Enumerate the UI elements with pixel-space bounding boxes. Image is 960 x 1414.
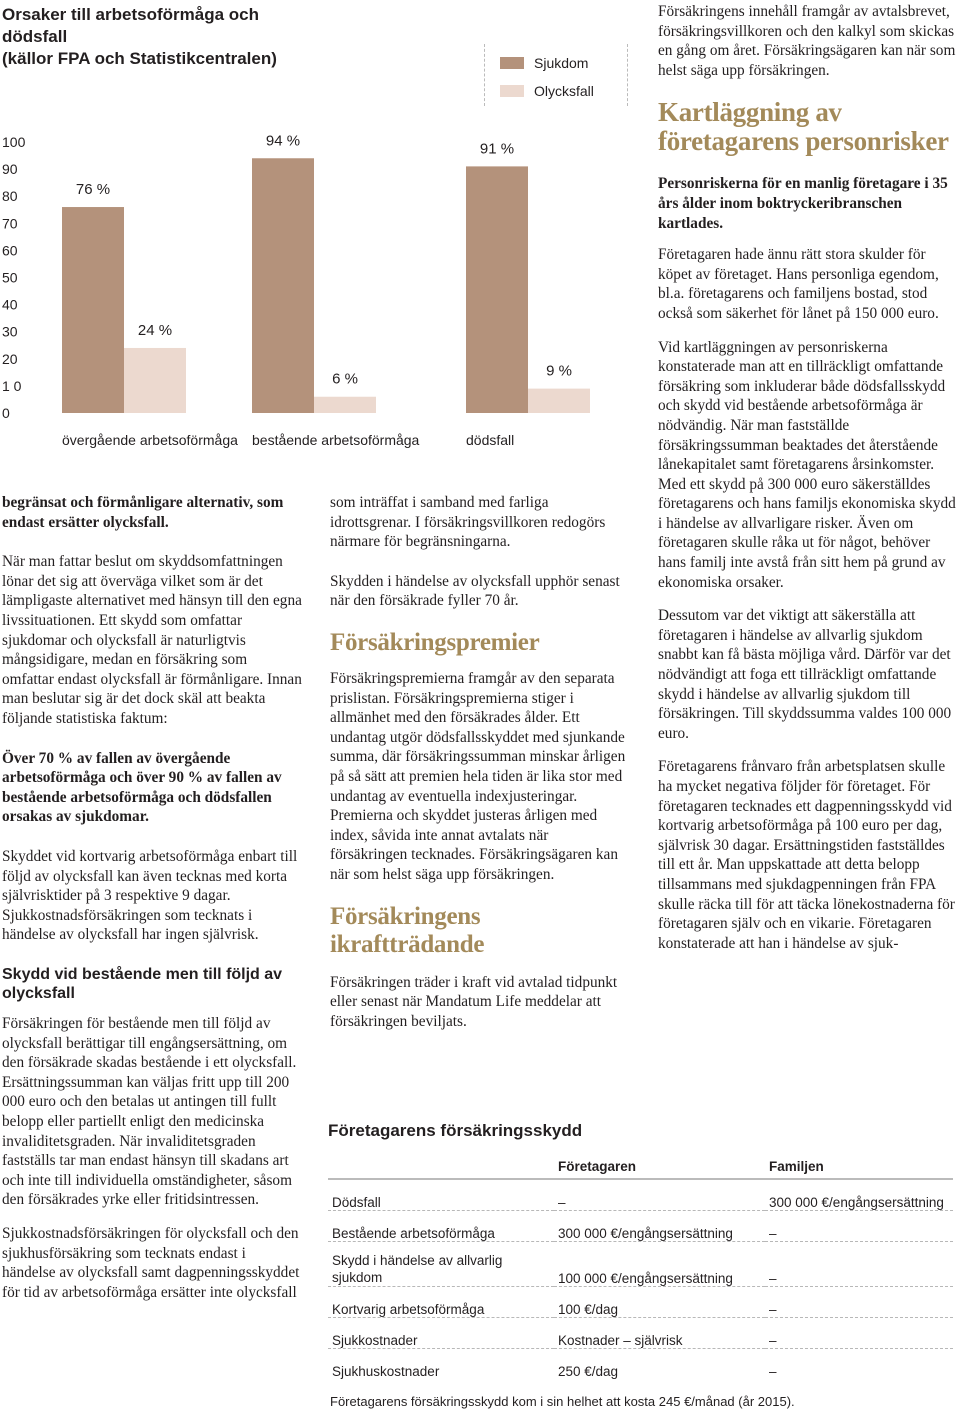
section-heading: Försäkringens ikraftträdande <box>330 902 485 958</box>
y-tick-label: 90 <box>2 161 18 178</box>
bar-value-label: 76 % <box>75 181 111 199</box>
y-tick-label: 50 <box>2 269 18 286</box>
insurance-table <box>328 1155 953 1379</box>
bar-sjukdom <box>466 166 528 413</box>
x-category-label: dödsfall <box>466 432 515 448</box>
table-cell: Bestående arbetsoförmåga <box>328 1211 554 1242</box>
bar-value-label: 9 % <box>546 362 572 380</box>
table-cell: Kostnader – självrisk <box>554 1318 765 1349</box>
paragraph: Skydden i händelse av olycksfall upphör senast när den försäkrade fyller 70 år. <box>330 572 620 610</box>
table-row <box>328 1211 953 1242</box>
paragraph: När man fattar beslut om skyddsomfattningen lönar det sig att överväga vilket som är det lämpligaste alternativet med hänsyn till den egna livssituationen. Ett skydd som omfattar sjukdomar och olycksfall är naturligtvis mångsidigare, medan en försäkring som omfattar endast olycksfall är förmånligare. Innan man beslutar sig är det dock skäl att beakta följande statistiska faktum: <box>2 553 302 727</box>
paragraph: Företagaren hade ännu rätt stora skulder för köpet av företaget. Hans personliga egendom, bl.a. företagarens och familjens bostad, stod också som säkerhet för lånet på 150 000 euro. <box>658 246 939 322</box>
paragraph: Försäkringen för bestående men till följd av olycksfall berättigar till engångsersättning, om den försäkrade skadas bestående i ett olycksfall. Ersättningssumman kan väljas fritt upp till 200 000 euro och den betalas ut antingen till fullt belopp eller partiellt enligt den medicinska invaliditetsgraden. När invaliditetsgraden fastställs tar man endast hänsyn till skadans art och inte till individuella omständigheter, såsom den försäkrades yrke eller fritidsintressen. <box>2 1015 297 1209</box>
x-category-label: övergående arbetsoförmåga <box>62 432 238 448</box>
table-cell: Sjukkostnader <box>328 1318 554 1349</box>
legend-label: Olycksfall <box>534 83 594 99</box>
bar-value-label: 6 % <box>332 370 358 388</box>
paragraph: som inträffat i samband med farliga idrottsgrenar. I försäkringsvillkoren redogörs närmare för begränsningarna. <box>330 494 606 551</box>
table-header <box>328 1155 554 1179</box>
y-tick-label: 30 <box>2 323 18 340</box>
bar-olycksfall <box>528 389 590 413</box>
table-cell: – <box>765 1287 953 1318</box>
paragraph: Sjukkostnadsförsäkringen för olycksfall och den sjukhusförsäkring som tecknats endast i händelse av olycksfall samt dagpenningsskyddet för tid av arbetsoförmåga ersätter inte olycksfall <box>2 1225 300 1301</box>
column-2 <box>330 493 628 1031</box>
table-cell: 100 000 €/engångsersättning <box>554 1242 765 1287</box>
table-cell: Dödsfall <box>328 1179 554 1211</box>
bar-value-label: 91 % <box>479 140 515 158</box>
y-tick-label: 60 <box>2 242 18 259</box>
y-tick-label: 1 0 <box>2 377 22 394</box>
table-cell: – <box>765 1242 953 1287</box>
table-note: Företagarens försäkringsskydd kom i sin helhet att kosta 245 €/månad (år 2015). <box>330 1394 795 1409</box>
table-cell: – <box>554 1179 765 1211</box>
table-cell: Kortvarig arbetsoförmåga <box>328 1287 554 1318</box>
table-row <box>328 1179 953 1211</box>
paragraph: Dessutom var det viktigt att säkerställa att företagaren i händelse av allvarlig sjukdom snabbt kan få bästa möjliga vård. Därför var det nödvändigt att foga ett tillräckligt omfattande skydd i händelse av allvarlig sjukdom till försäkringen. Till skyddssumma valdes 100 000 euro. <box>658 607 952 742</box>
bar-sjukdom <box>252 158 314 413</box>
table-cell: – <box>765 1318 953 1349</box>
section-heading: Försäkringspremier <box>330 628 540 656</box>
y-tick-label: 20 <box>2 350 18 367</box>
table-row <box>328 1349 953 1380</box>
chart-title-text: Orsaker till arbetsoförmåga och dödsfall (källor FPA och Statistikcentralen) <box>2 5 277 68</box>
column-1 <box>2 493 302 1302</box>
y-tick-label: 40 <box>2 296 18 313</box>
table-row <box>328 1287 953 1318</box>
y-tick-label: 70 <box>2 215 18 232</box>
table-title: Företagarens försäkringsskydd <box>328 1121 583 1140</box>
lead-paragraph: Personriskerna för en manlig företagare i 35 års ålder inom boktryckeribranschen kartlades. <box>658 175 948 232</box>
table-cell: 300 000 €/engångsersättning <box>554 1211 765 1242</box>
table-cell: 300 000 €/engångsersättning <box>765 1179 953 1211</box>
table-cell: 250 €/dag <box>554 1349 765 1380</box>
highlight-paragraph: Över 70 % av fallen av övergående arbetsoförmåga och över 90 % av fallen av bestående arbetsoförmåga och dödsfallen orsakas av sjukdomar. <box>2 749 282 826</box>
table-row <box>328 1318 953 1349</box>
table-header-row <box>328 1155 953 1179</box>
bar-value-label: 94 % <box>265 132 301 150</box>
bar-sjukdom <box>62 207 124 413</box>
paragraph: Försäkringen träder i kraft vid avtalad tidpunkt eller senast när Mandatum Life meddelar att försäkringen beviljats. <box>330 973 618 1030</box>
table-row <box>328 1242 953 1287</box>
y-tick-label: 0 <box>2 405 10 421</box>
paragraph: Skyddet vid kortvarig arbetsoförmåga enbart till följd av olycksfall kan även tecknas med korta självrisktider på 3 respektive 9 dagar. Sjukkostnadsförsäkringen som tecknats i händelse av olycksfall har ingen självrisk. <box>2 847 298 944</box>
bar-olycksfall <box>124 348 186 413</box>
paragraph: Företagarens frånvaro från arbetsplatsen skulle ha mycket negativa följder för företaget. För företagaren tecknades ett dagpenningsskydd vid kortvarig arbetsoförmåga på 100 euro per dag, självrisk 30 dagar. Ersättningstiden fastställdes till ett år. Man uppskattade att detta belopp tillsammans med sjukdagpenningen från FPA skulle räcka till för att täcka lönekostnaderna för företagaren själv och en vikarie. Företagaren konstaterade att han i händelse av sjuk- <box>658 758 955 952</box>
x-category-label: bestående arbetsoförmåga <box>252 432 420 448</box>
paragraph: begränsat och förmånligare alternativ, som endast ersätter olycksfall. <box>2 494 284 531</box>
table-header: Företagaren <box>558 1159 637 1174</box>
section-heading: Skydd vid bestående men till följd av olycksfall <box>2 965 283 1003</box>
table-cell: Sjukhuskostnader <box>328 1349 554 1380</box>
y-tick-label: 100 <box>2 134 26 150</box>
bar-value-label: 24 % <box>137 321 173 339</box>
paragraph: Försäkringens innehåll framgår av avtalsbrevet, försäkringsvillkoren och den kalkyl som skickas en gång om året. Försäkringsägaren kan när som helst säga upp försäkringen. <box>658 3 956 79</box>
table-cell: Skydd i händelse av allvarlig sjukdom <box>328 1242 554 1287</box>
table-cell: – <box>765 1211 953 1242</box>
paragraph: Försäkringspremierna framgår av den separata prislistan. Försäkringspremierna stiger i allmänhet med den försäkrades ålder. Ett undantag utgör dödsfallsskyddet med sjunkande summa, där försäkringssumman minskar årligen på så sätt att premien hela tiden är lika stor med undantag av eventuella indexjusteringar. Premierna och skyddet justeras årligen med index, såvida inte annat avtalats när försäkringen tecknades. Försäkringsägaren kan när som helst säga upp försäkringen. <box>330 669 626 883</box>
bar-olycksfall <box>314 397 376 413</box>
bar-chart <box>0 0 640 470</box>
table-header: Familjen <box>769 1159 824 1174</box>
paragraph: Vid kartläggningen av personriskerna konstaterade man att en tillräckligt omfattande försäkring som inkluderar både dödsfallsskydd och skydd vid bestående arbetsoförmåga är nödvändig. När man fastställde försäkringssumman beaktades det återstående lånekapitalet samt företagarens årsinkomster. Med ett skydd på 300 000 euro säkerställdes företagarens och hans familjs ekonomiska skydd i händelse av allvarligare risker. Även om företagaren skulle råka ut för något, behöver hans familj inte avstå från sitt hem på grund av ekonomiska orsaker. <box>658 338 956 591</box>
section-heading: Kartläggning av företagarens personrisker <box>658 97 949 157</box>
y-tick-label: 80 <box>2 188 18 205</box>
legend-label: Sjukdom <box>534 55 589 71</box>
column-3 <box>658 2 958 953</box>
table-cell: – <box>765 1349 953 1380</box>
table-cell: 100 €/dag <box>554 1287 765 1318</box>
